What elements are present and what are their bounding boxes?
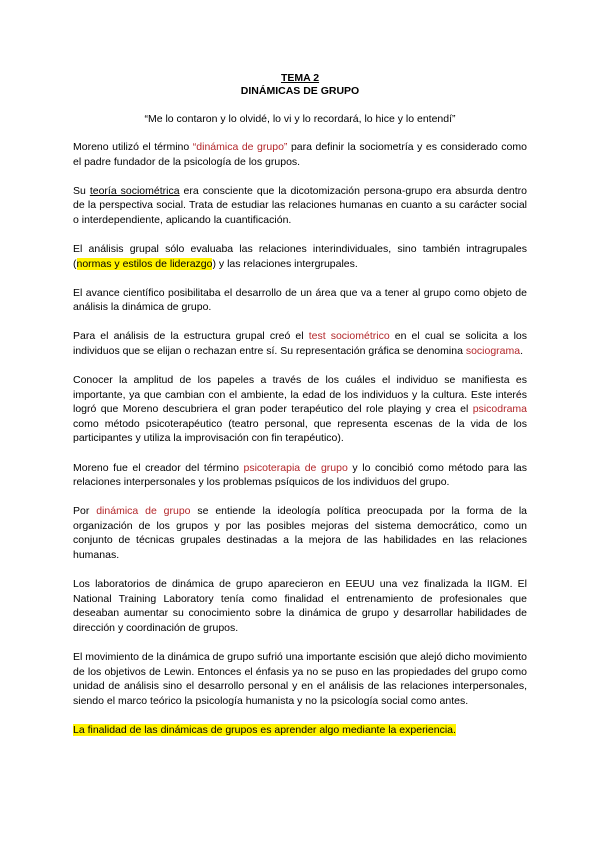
red-term: dinámica de grupo xyxy=(96,505,191,518)
text-run: como método psicoterapéutico (teatro personal, que representa escenas de la vida de los participantes y utiliza la improvisación con fin terapéutico). xyxy=(73,417,527,445)
text-run: Moreno utilizó el término xyxy=(73,141,193,153)
page-title xyxy=(73,72,527,98)
text-run: Moreno fue el creador del término xyxy=(73,461,244,474)
paragraph-6 xyxy=(73,373,527,446)
text-run: El análisis grupal sólo evaluaba las relaciones interindividuales, sino también intragrupales ( xyxy=(73,242,527,270)
red-term: psicodrama xyxy=(472,403,527,416)
highlighted-conclusion: La finalidad de las dinámicas de grupos es aprender algo mediante la experiencia. xyxy=(73,723,456,736)
highlighted-term: normas y estilos de liderazgo xyxy=(76,257,213,270)
subtitle-line: DINÁMICAS DE GRUPO xyxy=(240,85,360,97)
text-run: era consciente que la dicotomización persona-grupo era absurda dentro de la perspectiva social. Trata de estudiar las relaciones humanas en cuanto a su carácter social o interdependiente, aplicando la cuantificación. xyxy=(73,184,527,226)
text-run: Por xyxy=(73,505,97,518)
text-run: en el cual se solicita a los individuos que se elijan o rechazan entre sí. Su representación gráfica se denomina xyxy=(73,330,527,357)
red-term: “dinámica de grupo” xyxy=(192,141,288,153)
text-run: ) y las relaciones intergrupales. xyxy=(212,257,358,270)
text-run: Para el análisis de la estructura grupal creó el xyxy=(73,330,309,343)
text-run: para definir la sociometría y es considerado como el padre fundador de la psicología de los grupos. xyxy=(73,141,527,168)
red-term: test sociométrico xyxy=(308,330,390,343)
paragraph-2 xyxy=(73,184,527,228)
text-run: y lo concibió como método para las relaciones interpersonales y los problemas psíquicos de los individuos del grupo. xyxy=(73,461,527,489)
text-run: Conocer la amplitud de los papeles a través de los cuáles el individuo se manifiesta es importante, ya que cambian con el ambiente, la edad de los individuos y la cultura. Este interés logró que Moreno descubriera el gran poder terapéutico del role playing y crea el xyxy=(73,374,527,416)
paragraph-9: Los laboratorios de dinámica de grupo aparecieron en EEUU una vez finalizada la IIGM. El National Training Laboratory tenía como finalidad el entrenamiento de profesionales que deseaban aumentar su conocimiento sobre la dinámica de grupo y desarrollar habilidades de dirección y coordinación de grupos. xyxy=(73,578,527,634)
text-run: Su xyxy=(73,184,90,197)
paragraph-4: El avance científico posibilitaba el desarrollo de un área que va a tener al grupo como objeto de análisis la dinámica de grupo. xyxy=(73,286,527,314)
text-run: . xyxy=(520,344,524,357)
paragraph-5 xyxy=(73,329,527,358)
paragraph-10: El movimiento de la dinámica de grupo sufrió una importante escisión que alejó dicho movimiento de los objetivos de Lewin. Entonces el énfasis ya no se puso en las propiedades del grupo como unidad de análisis sino el desarrollo personal y en el análisis de las relaciones interpersonales, siendo el marco teórico la psicología humanista y no la psicología social como antes. xyxy=(73,650,527,707)
paragraph-3 xyxy=(73,242,527,271)
underlined-term: teoría sociométrica xyxy=(89,184,180,197)
red-term: sociograma xyxy=(465,344,521,357)
epigraph-quote: “Me lo contaron y lo olvidé, lo vi y lo recordará, lo hice y lo entendí” xyxy=(144,113,456,125)
title-line: TEMA 2 xyxy=(280,72,320,84)
paragraph-11 xyxy=(73,723,527,738)
text-run: se entiende la ideología política preocupada por la forma de la organización de los grupos y por las posibles mejoras del sistema democrático, como un conjunto de técnicas grupales destinadas a la mejora de las habilidades en las relaciones humanas. xyxy=(73,505,528,561)
paragraph-7 xyxy=(73,461,527,490)
paragraph-1 xyxy=(73,140,527,169)
red-term: psicoterapia de grupo xyxy=(243,461,348,474)
paragraph-8 xyxy=(73,504,527,562)
